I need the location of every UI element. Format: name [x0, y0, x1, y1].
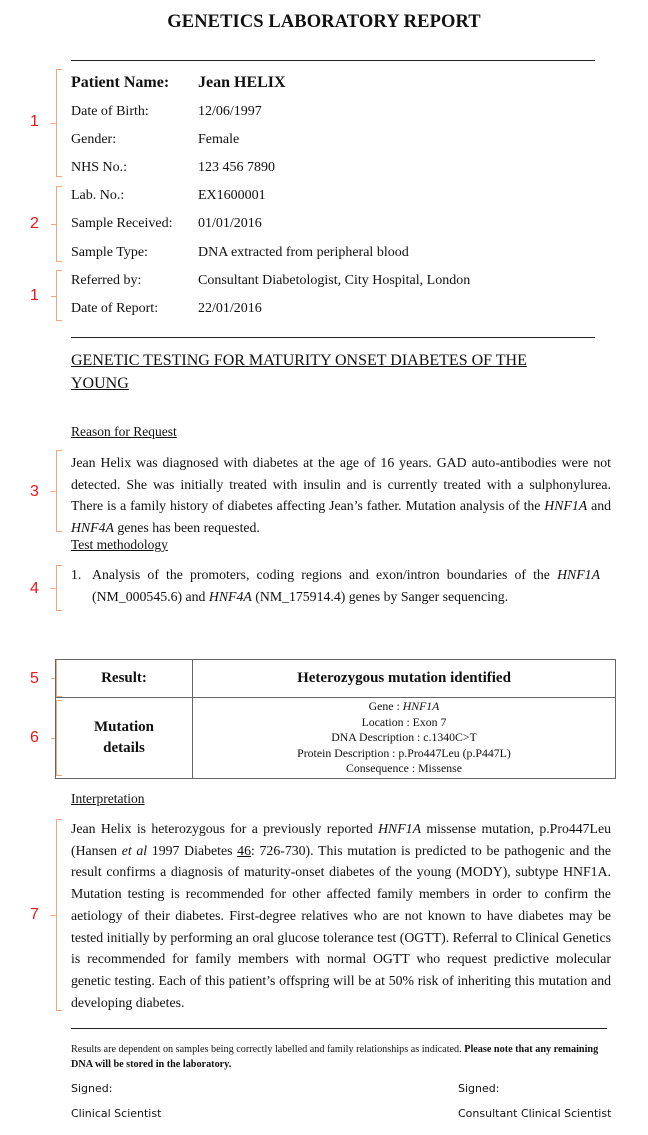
gene-value: HNF1A [402, 699, 440, 714]
reason-text-part: Jean Helix was diagnosed with diabetes at the age of 16 years. GAD auto-antibodies were not detected. She was initially treated with insulin and is currently treated with a sulphonylurea. There is a family history of diabetes affecting Jean’s father. Mutation analysis of the [71, 455, 611, 514]
divider-mid [71, 337, 595, 338]
interpretation-heading: Interpretation [71, 791, 145, 806]
sample-received-label: Sample Received: [71, 216, 173, 231]
mutation-dna-description: DNA Description : c.1340C>T [331, 730, 477, 745]
methodology-item-number: 1. [71, 567, 82, 582]
role-right: Consultant Clinical Scientist [458, 1107, 612, 1120]
methodology-text-part: Analysis of the promoters, coding regions and exon/intron boundaries of the [92, 567, 558, 582]
annotation-bracket-2 [56, 186, 62, 262]
disclaimer-text: Results are dependent on samples being correctly labelled and family relationships as indicated. [71, 1044, 465, 1055]
signed-right: Signed: [458, 1082, 500, 1095]
gender-value: Female [198, 132, 240, 147]
dob-value: 12/06/1997 [198, 104, 262, 119]
mutation-details [193, 698, 616, 779]
reason-heading: Reason for Request [71, 424, 177, 439]
annotation-marker-6: 6 [30, 729, 39, 746]
nhs-value: 123 456 7890 [198, 160, 275, 175]
annotation-bracket-4 [56, 565, 62, 611]
result-value: Heterozygous mutation identified [193, 660, 616, 698]
gene-name: HNF4A [71, 520, 114, 536]
annotation-bracket-3 [56, 450, 62, 532]
test-title-line1: GENETIC TESTING FOR MATURITY ONSET DIABETES OF THE [71, 352, 527, 369]
et-al: et al [121, 842, 148, 858]
interpretation-text-part: 1997 Diabetes [147, 842, 238, 858]
result-label: Result: [56, 660, 193, 698]
annotation-bracket-7 [56, 819, 62, 1011]
role-left: Clinical Scientist [71, 1107, 162, 1120]
patient-name-label: Patient Name: [71, 74, 170, 91]
lab-no-value: EX1600001 [198, 188, 266, 203]
annotation-marker-1b: 1 [30, 287, 39, 304]
mutation-row [56, 698, 616, 779]
annotation-marker-4: 4 [30, 580, 39, 597]
annotation-marker-5: 5 [30, 670, 39, 687]
gene-label: Gene : [368, 699, 403, 714]
gender-label: Gender: [71, 132, 117, 147]
mutation-label-line: details [103, 740, 145, 756]
reason-text-part: genes has been requested. [113, 520, 260, 536]
reason-text [71, 452, 611, 539]
annotation-marker-7: 7 [30, 906, 39, 923]
methodology-heading: Test methodology [71, 537, 168, 552]
mutation-consequence: Consequence : Missense [346, 761, 462, 776]
interpretation-text-part: missense mutation, p.Pro447Leu (Hansen [71, 821, 611, 858]
mutation-protein-description: Protein Description : p.Pro447Leu (p.P447L) [297, 745, 511, 760]
divider-bottom [71, 1028, 607, 1029]
mutation-location: Location : Exon 7 [361, 714, 447, 729]
mutation-label [56, 698, 193, 779]
report-date-label: Date of Report: [71, 301, 159, 316]
reason-text-part: and [587, 498, 611, 514]
result-row [56, 660, 616, 698]
annotation-bracket-1b [56, 270, 62, 321]
referred-by-value: Consultant Diabetologist, City Hospital, London [198, 273, 471, 288]
dob-label: Date of Birth: [71, 104, 149, 119]
test-title [71, 349, 611, 395]
sample-type-label: Sample Type: [71, 245, 148, 260]
disclaimer [71, 1042, 616, 1072]
gene-name: HNF1A [378, 821, 421, 836]
result-table [55, 659, 616, 779]
patient-name-value: Jean HELIX [198, 74, 286, 91]
report-date-value: 22/01/2016 [198, 301, 262, 316]
methodology-text-part: (NM_175914.4) genes by Sanger sequencing. [251, 588, 509, 604]
signed-left: Signed: [71, 1082, 113, 1095]
mutation-label-line: Mutation [94, 719, 154, 735]
report-title: GENETICS LABORATORY REPORT [167, 12, 481, 32]
interpretation-text [71, 818, 611, 1013]
gene-name: HNF1A [544, 498, 588, 514]
sample-received-value: 01/01/2016 [198, 216, 262, 231]
methodology-item-text [92, 564, 600, 607]
annotation-marker-3: 3 [30, 483, 39, 500]
test-title-line2: YOUNG [71, 375, 129, 392]
gene-name: HNF4A [208, 588, 252, 604]
interpretation-text-part: : 726-730). This mutation is predicted to be pathogenic and the result confirms a diagnosis of maturity-onset diabetes of the young (MODY), subtype HNF1A. Mutation testing is recommended for other affected family members in order to confirm the aetiology of their diabetes. First-degree relatives who are not known to have diabetes may be tested initially by performing an oral glucose tolerance test (OGTT). Referral to Clinical Genetics is recommended for family members with normal OGTT who request predictive molecular genetic testing. Each of this patient’s offspring will be at 50% risk of inheriting this mutation and developing diabetes. [71, 842, 612, 1010]
annotation-marker-2: 2 [30, 215, 39, 232]
annotation-marker-1: 1 [30, 113, 39, 130]
lab-no-label: Lab. No.: [71, 188, 125, 203]
nhs-label: NHS No.: [71, 160, 128, 175]
methodology-text-part: (NM_000545.6) and [92, 588, 209, 604]
annotation-bracket-1 [56, 69, 62, 177]
disclaimer-note: Please note that any remaining DNA will be stored in the laboratory. [71, 1044, 599, 1070]
journal-volume: 46 [237, 842, 251, 858]
interpretation-text-part: Jean Helix is heterozygous for a previously reported [71, 821, 379, 836]
mutation-gene [193, 699, 615, 715]
referred-by-label: Referred by: [71, 273, 142, 288]
divider-top [71, 60, 595, 61]
gene-name: HNF1A [557, 567, 600, 582]
sample-type-value: DNA extracted from peripheral blood [198, 245, 409, 260]
